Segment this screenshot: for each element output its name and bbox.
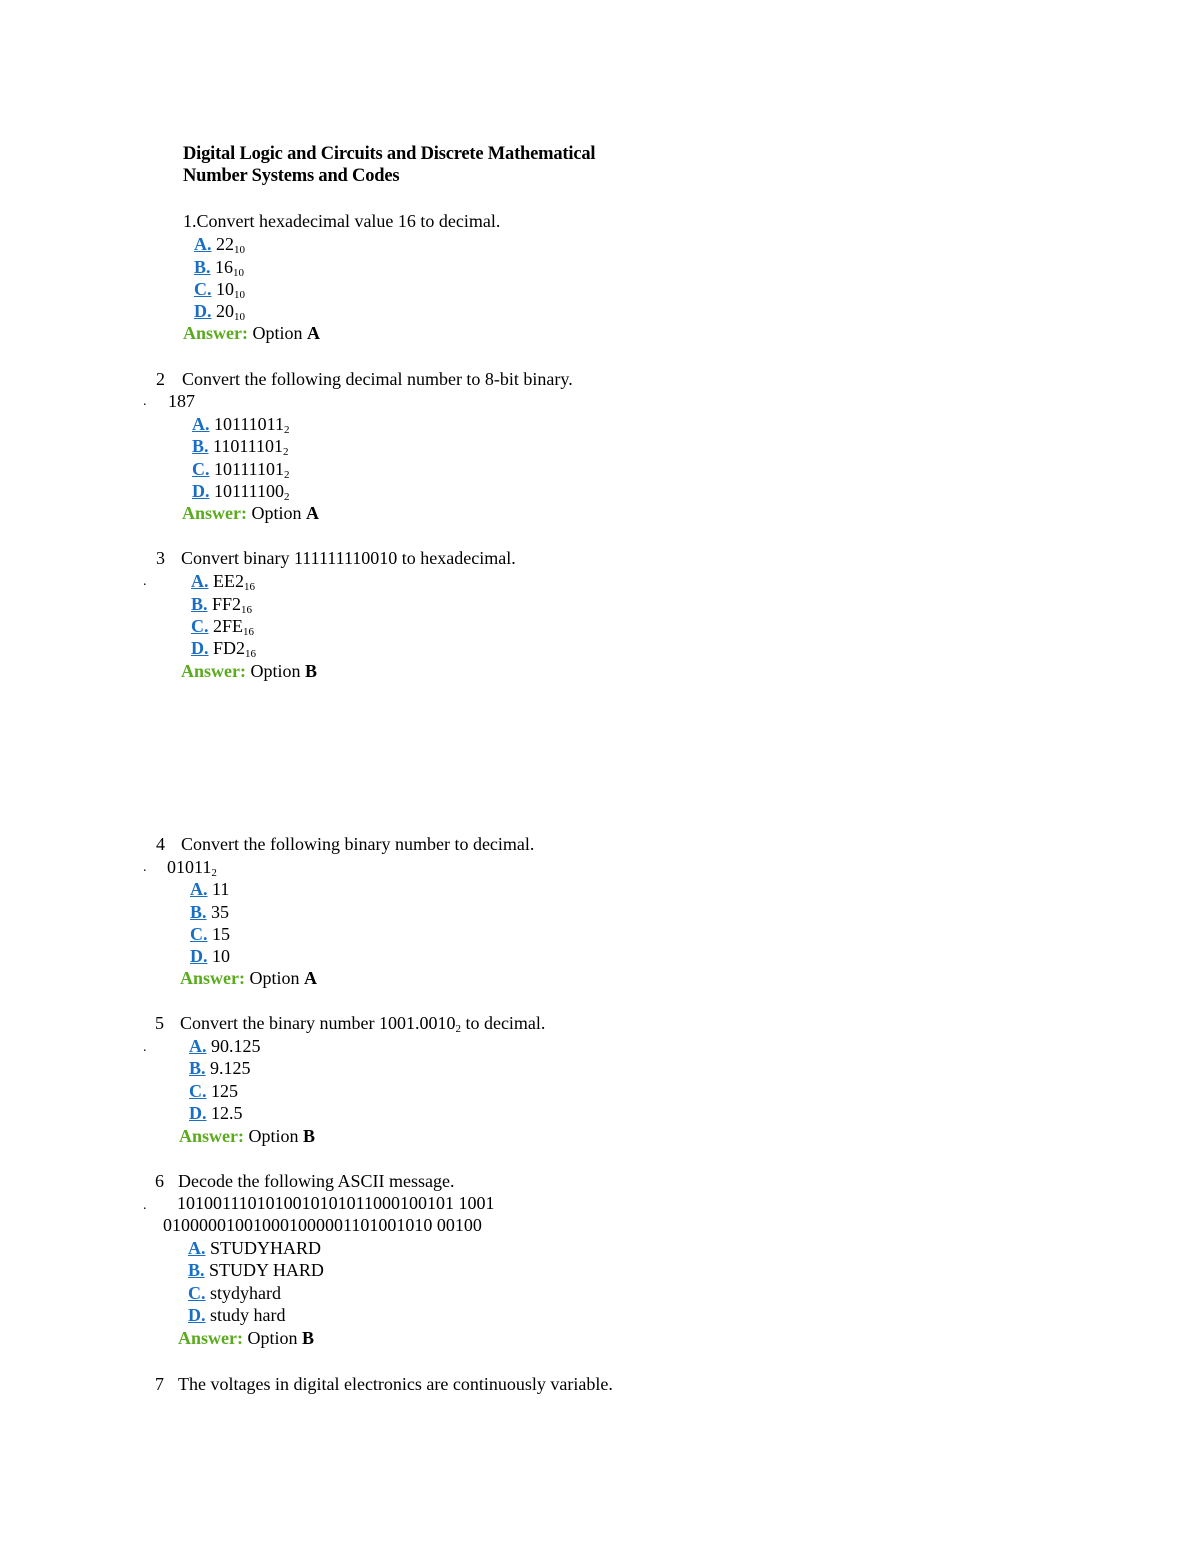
answer-label: Answer:	[183, 323, 248, 343]
question-4-number: 4	[156, 834, 165, 854]
option-subscript: 10	[234, 244, 245, 256]
option-letter[interactable]: B.	[194, 257, 211, 277]
q6-answer	[178, 1327, 314, 1349]
question-5-number: 5	[155, 1013, 164, 1033]
question-text-after: to decimal.	[460, 1013, 546, 1033]
answer-option: B	[305, 661, 318, 681]
q4-answer	[180, 967, 317, 989]
document-title: Digital Logic and Circuits and Discrete Mathematical	[183, 144, 596, 164]
q2-option-d[interactable]	[192, 480, 290, 502]
q3-option-a[interactable]	[191, 570, 255, 592]
answer-prefix: Option	[250, 661, 301, 681]
question-2-subtext: 187	[168, 391, 195, 411]
option-subscript: 10	[233, 267, 245, 279]
option-value: 10	[216, 279, 234, 299]
option-value: 20	[216, 301, 234, 321]
q4-option-b[interactable]	[190, 901, 229, 923]
q2-option-a[interactable]	[192, 413, 290, 435]
option-subscript: 2	[284, 424, 290, 436]
q6-option-a[interactable]	[188, 1237, 321, 1259]
q5-option-b[interactable]	[189, 1057, 251, 1079]
answer-label: Answer:	[178, 1328, 243, 1348]
answer-label: Answer:	[180, 968, 245, 988]
option-letter[interactable]: D.	[190, 946, 208, 966]
option-letter[interactable]: A.	[190, 879, 208, 899]
option-value: 90.125	[211, 1036, 261, 1056]
question-3-number: 3	[156, 548, 165, 568]
option-letter[interactable]: C.	[189, 1081, 207, 1101]
option-letter[interactable]: A.	[194, 234, 212, 254]
option-letter[interactable]: D.	[188, 1305, 206, 1325]
option-value: STUDYHARD	[210, 1238, 322, 1258]
q5-option-c[interactable]	[189, 1080, 238, 1102]
q5-option-a[interactable]	[189, 1035, 261, 1057]
option-letter[interactable]: C.	[191, 616, 209, 636]
question-6-code-line-2: 010000010010001000001101001010 00100	[163, 1215, 482, 1235]
option-subscript: 2	[284, 469, 290, 481]
answer-prefix: Option	[247, 1328, 298, 1348]
option-letter[interactable]: B.	[191, 594, 208, 614]
option-value: 15	[212, 924, 230, 944]
option-letter[interactable]: C.	[192, 459, 210, 479]
option-subscript: 16	[243, 626, 255, 638]
q1-answer	[183, 322, 320, 344]
q4-option-a[interactable]	[190, 878, 229, 900]
q5-option-d[interactable]	[189, 1102, 243, 1124]
option-value: 35	[211, 902, 230, 922]
q6-option-b[interactable]	[188, 1259, 324, 1281]
option-subscript: 2	[283, 446, 289, 458]
option-letter[interactable]: D.	[194, 301, 212, 321]
option-value: 16	[215, 257, 234, 277]
document-subtitle: Number Systems and Codes	[183, 166, 400, 186]
question-5-marker: .	[143, 1040, 147, 1055]
option-letter[interactable]: A.	[189, 1036, 207, 1056]
option-letter[interactable]: B.	[189, 1058, 206, 1078]
answer-label: Answer:	[181, 661, 246, 681]
option-letter[interactable]: C.	[190, 924, 208, 944]
option-letter[interactable]: D.	[192, 481, 210, 501]
question-4-text: Convert the following binary number to decimal.	[181, 834, 535, 854]
answer-prefix: Option	[252, 323, 303, 343]
option-letter[interactable]: A.	[188, 1238, 206, 1258]
q4-option-c[interactable]	[190, 923, 230, 945]
q5-answer	[179, 1125, 315, 1147]
q3-option-c[interactable]	[191, 615, 254, 637]
answer-option: B	[302, 1328, 315, 1348]
answer-prefix: Option	[251, 503, 302, 523]
option-subscript: 16	[244, 581, 255, 593]
q3-option-d[interactable]	[191, 637, 256, 659]
subtext-value: 01011	[167, 857, 212, 877]
option-value: 11011101	[213, 436, 284, 456]
option-value: stydyhard	[210, 1283, 281, 1303]
option-value: 2FE	[213, 616, 244, 636]
option-value: 10	[212, 946, 230, 966]
answer-prefix: Option	[249, 968, 300, 988]
option-value: 9.125	[210, 1058, 251, 1078]
option-letter[interactable]: B.	[192, 436, 209, 456]
option-value: STUDY HARD	[209, 1260, 324, 1280]
answer-label: Answer:	[179, 1126, 244, 1146]
option-letter[interactable]: D.	[191, 638, 209, 658]
question-5-text	[180, 1012, 545, 1034]
q3-answer	[181, 660, 317, 682]
answer-prefix: Option	[248, 1126, 299, 1146]
option-subscript: 10	[234, 311, 245, 323]
option-letter[interactable]: C.	[188, 1283, 206, 1303]
question-6-number: 6	[155, 1171, 164, 1191]
answer-option: A	[304, 968, 318, 988]
question-6-text: Decode the following ASCII message.	[178, 1171, 455, 1191]
question-subscript: 2	[455, 1023, 461, 1035]
question-7-number: 7	[155, 1374, 164, 1394]
question-3-text: Convert binary 111111110010 to hexadecimal.	[181, 548, 516, 568]
question-6-marker: .	[143, 1198, 147, 1213]
question-2-number: 2	[156, 369, 165, 389]
q2-answer	[182, 502, 319, 524]
question-text-before: Convert the binary number 1001.0010	[180, 1013, 456, 1033]
q4-option-d[interactable]	[190, 945, 230, 967]
question-2-marker: .	[143, 394, 147, 409]
answer-option: A	[307, 323, 321, 343]
option-letter[interactable]: B.	[190, 902, 207, 922]
subtext-subscript: 2	[211, 867, 217, 879]
question-6-code-line-1: 1010011101010010101011000100101 1001	[177, 1193, 495, 1213]
q1-option-b[interactable]	[194, 256, 244, 278]
option-value: FF2	[212, 594, 242, 614]
option-value: 12.5	[211, 1103, 243, 1123]
option-subscript: 2	[284, 491, 290, 503]
q6-option-d[interactable]	[188, 1304, 286, 1326]
answer-option: B	[303, 1126, 316, 1146]
option-subscript: 16	[241, 604, 253, 616]
option-value: 22	[216, 234, 234, 254]
option-letter[interactable]: A.	[192, 414, 210, 434]
question-7-text: The voltages in digital electronics are continuously variable.	[178, 1374, 613, 1394]
question-4-marker: .	[143, 860, 147, 875]
answer-label: Answer:	[182, 503, 247, 523]
option-value: EE2	[213, 571, 244, 591]
option-value: 10111101	[214, 459, 284, 479]
option-value: study hard	[210, 1305, 286, 1325]
option-letter[interactable]: C.	[194, 279, 212, 299]
option-value: 10111100	[214, 481, 284, 501]
question-4-subtext	[167, 856, 217, 878]
option-subscript: 10	[234, 289, 245, 301]
q3-option-b[interactable]	[191, 593, 252, 615]
q1-option-c[interactable]	[194, 278, 245, 300]
option-value: FD2	[213, 638, 246, 658]
q6-option-c[interactable]	[188, 1282, 281, 1304]
question-1-text: 1.Convert hexadecimal value 16 to decimal.	[183, 211, 501, 231]
q1-option-a[interactable]	[194, 233, 245, 255]
option-letter[interactable]: A.	[191, 571, 209, 591]
answer-option: A	[306, 503, 320, 523]
question-3-marker: .	[143, 574, 147, 589]
option-letter[interactable]: B.	[188, 1260, 205, 1280]
option-value: 11	[212, 879, 230, 899]
q2-option-b[interactable]	[192, 435, 289, 457]
option-value: 125	[211, 1081, 238, 1101]
q1-option-d[interactable]	[194, 300, 245, 322]
question-2-text: Convert the following decimal number to 8-bit binary.	[182, 369, 573, 389]
option-value: 10111011	[214, 414, 284, 434]
q2-option-c[interactable]	[192, 458, 290, 480]
option-subscript: 16	[245, 648, 257, 660]
option-letter[interactable]: D.	[189, 1103, 207, 1123]
